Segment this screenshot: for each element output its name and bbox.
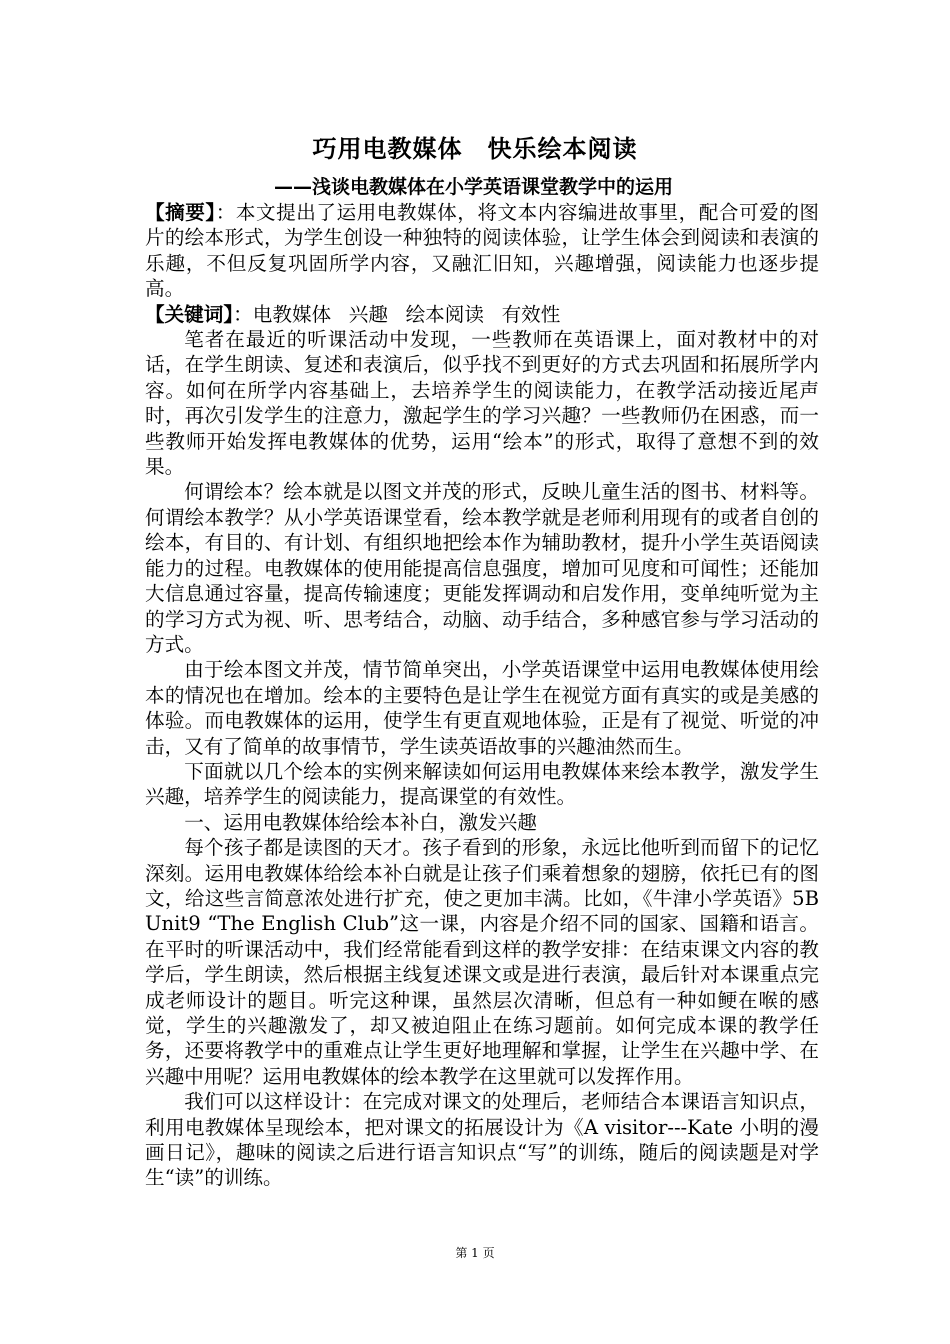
abstract — [145, 200, 819, 302]
keywords-separator: ： — [233, 302, 253, 326]
keyword: 有效性 — [501, 302, 561, 326]
keyword: 绘本阅读 — [405, 302, 484, 326]
keywords — [145, 302, 819, 327]
body-paragraph: 每个孩子都是读图的天才。孩子看到的形象，永远比他听到而留下的记忆深刻。运用电教媒体给绘本补白就是让孩子们乘着想象的翅膀，依托已有的图文，给这些言简意浓处进行扩充，使之更加丰满。比如，《牛津小学英语》5B Unit9 “The English Club”这一课，内容是介绍不同的国家、国籍和语言。在平时的听课活动中，我们经常能看到这样的教学安排：在结束课文内容的教学后，学生朗读，然后根据主线复述课文或是进行表演，最后针对本课重点完成老师设计的题目。听完这种课，虽然层次清晰，但总有一种如鲠在喉的感觉，学生的兴趣激发了，却又被迫阻止在练习题前。如何完成本课的教学任务，还要将教学中的重难点让学生更好地理解和掌握，让学生在兴趣中学、在兴趣中用呢？运用电教媒体的绘本教学在这里就可以发挥作用。 — [145, 836, 819, 1088]
abstract-text: ：本文提出了运用电教媒体，将文本内容编进故事里，配合可爱的图片的绘本形式，为学生创设一种独特的阅读体验，让学生体会到阅读和表演的乐趣，不但反复巩固所学内容，又融汇旧知，兴趣增强，阅读能力也逐步提高。 — [145, 201, 820, 301]
abstract-label: 【摘要】 — [145, 201, 216, 224]
body-paragraph: 下面就以几个绘本的实例来解读如何运用电教媒体来绘本教学，激发学生兴趣，培养学生的阅读能力，提高课堂的有效性。 — [145, 759, 819, 809]
document-body — [145, 200, 819, 1191]
page-subtitle: ——浅谈电教媒体在小学英语课堂教学中的运用 — [274, 176, 674, 198]
page-number: 第 1 页 — [455, 1246, 495, 1260]
keywords-label: 【关键词】 — [145, 302, 234, 326]
body-paragraph: 我们可以这样设计：在完成对课文的处理后，老师结合本课语言知识点，利用电教媒体呈现绘本，把对课文的拓展设计为《A visitor---Kate 小明的漫画日记》，趣味的阅读之后进行语言知识点“写”的训练，随后的阅读题是对学生“读”的训练。 — [145, 1090, 819, 1190]
body-paragraph: 由于绘本图文并茂，情节简单突出，小学英语课堂中运用电教媒体使用绘本的情况也在增加。绘本的主要特色是让学生在视觉方面有真实的或是美感的体验。而电教媒体的运用，使学生有更直观地体验，正是有了视觉、听觉的冲击，又有了简单的故事情节，学生读英语故事的兴趣油然而生。 — [145, 658, 819, 758]
keyword: 兴趣 — [348, 302, 388, 326]
keyword: 电教媒体 — [252, 302, 332, 326]
body-paragraph: 何谓绘本？绘本就是以图文并茂的形式，反映儿童生活的图书、材料等。何谓绘本教学？从小学英语课堂看，绘本教学就是老师利用现有的或者自创的绘本，有目的、有计划、有组织地把绘本作为辅助教材，提升小学生英语阅读能力的过程。电教媒体的使用能提高信息强度，增加可见度和可闻性；还能加大信息通过容量，提高传输速度；更能发挥调动和启发作用，变单纯听觉为主的学习方式为视、听、思考结合，动脑、动手结合，多种感官参与学习活动的方式。 — [145, 480, 819, 656]
section-heading: 一、运用电教媒体给绘本补白，激发兴趣 — [184, 810, 537, 834]
page-title: 巧用电教媒体 快乐绘本阅读 — [312, 135, 638, 163]
body-paragraph: 笔者在最近的听课活动中发现，一些教师在英语课上，面对教材中的对话，在学生朗读、复述和表演后，似乎找不到更好的方式去巩固和拓展所学内容。如何在所学内容基础上，去培养学生的阅读能力，在教学活动接近尾声时，再次引发学生的注意力，激起学生的学习兴趣？一些教师仍在困惑，而一些教师开始发挥电教媒体的优势，运用“绘本”的形式，取得了意想不到的效果。 — [145, 328, 819, 479]
